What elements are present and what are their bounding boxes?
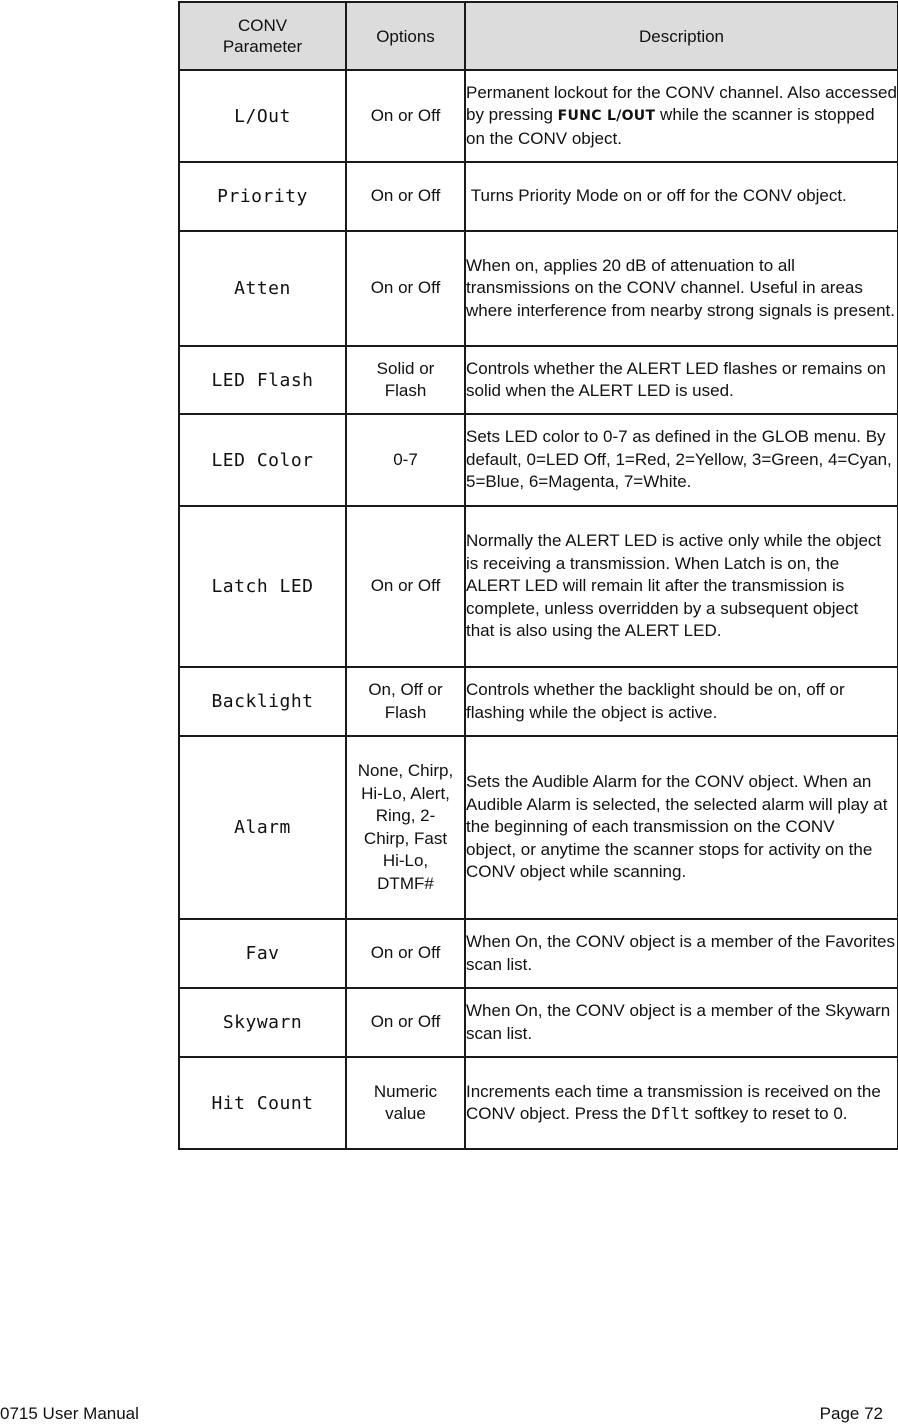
description-text: Permanent lockout for the CONV channel. Also accessed by pressing	[466, 82, 897, 125]
table-row	[179, 162, 898, 231]
param-options: Numeric value	[346, 1057, 465, 1149]
table-row	[179, 1057, 898, 1149]
param-name: Skywarn	[179, 988, 346, 1057]
header-description: Description	[465, 2, 898, 70]
param-description: Sets LED color to 0-7 as defined in the GLOB menu. By default, 0=LED Off, 1=Red, 2=Yellow, 3=Green, 4=Cyan, 5=Blue, 6=Magenta, 7=White.	[465, 414, 898, 506]
description-text: softkey to reset to 0.	[689, 1104, 848, 1123]
param-name: L/Out	[179, 70, 346, 162]
table-row	[179, 667, 898, 736]
table-row	[179, 414, 898, 506]
param-options: On or Off	[346, 988, 465, 1057]
footer-page-number: Page 72	[819, 1404, 883, 1423]
param-name: Priority	[179, 162, 346, 231]
table-row	[179, 988, 898, 1057]
param-description: When On, the CONV object is a member of the Favorites scan list.	[465, 919, 898, 988]
param-name: Alarm	[179, 736, 346, 919]
description-text: Increments each time a transmission is received on the CONV object. Press the	[466, 1081, 881, 1123]
param-description: Controls whether the backlight should be on, off or flashing while the object is active.	[465, 667, 898, 736]
param-options: On or Off	[346, 506, 465, 667]
param-options: On or Off	[346, 231, 465, 346]
param-description: Controls whether the ALERT LED flashes or remains on solid when the ALERT LED is used.	[465, 346, 898, 414]
header-conv-parameter: CONV Parameter	[179, 2, 346, 70]
param-description: Normally the ALERT LED is active only while the object is receiving a transmission. When Latch is on, the ALERT LED will remain lit after the transmission is complete, unless overridden by a subsequent object that is also using the ALERT LED.	[465, 506, 898, 667]
param-options: None, Chirp, Hi-Lo, Alert, Ring, 2-Chirp, Fast Hi-Lo, DTMF#	[346, 736, 465, 919]
footer-manual-title: 0715 User Manual	[0, 1404, 139, 1423]
param-options: On, Off or Flash	[346, 667, 465, 736]
param-name: Backlight	[179, 667, 346, 736]
param-options: 0-7	[346, 414, 465, 506]
param-name: Atten	[179, 231, 346, 346]
param-options: On or Off	[346, 162, 465, 231]
param-name: LED Color	[179, 414, 346, 506]
param-name: Fav	[179, 919, 346, 988]
table-header-row	[179, 2, 898, 70]
table-row	[179, 736, 898, 919]
func-lout-key: FUNC L/OUT	[557, 108, 656, 125]
table-row	[179, 231, 898, 346]
param-name: LED Flash	[179, 346, 346, 414]
description-text: while the scanner is stopped on the CONV object.	[466, 105, 875, 148]
param-options: On or Off	[346, 70, 465, 162]
table-row	[179, 506, 898, 667]
param-description: When On, the CONV object is a member of the Skywarn scan list.	[465, 988, 898, 1057]
param-options: On or Off	[346, 919, 465, 988]
header-options: Options	[346, 2, 465, 70]
param-options: Solid or Flash	[346, 346, 465, 414]
parameter-table	[178, 1, 898, 1150]
table-row	[179, 346, 898, 414]
param-description	[465, 1057, 898, 1149]
dflt-softkey: Dflt	[651, 1104, 690, 1123]
param-description	[465, 70, 898, 162]
param-name: Hit Count	[179, 1057, 346, 1149]
param-name: Latch LED	[179, 506, 346, 667]
table-row	[179, 919, 898, 988]
param-description: Turns Priority Mode on or off for the CONV object.	[465, 162, 898, 231]
param-description: When on, applies 20 dB of attenuation to all transmissions on the CONV channel. Useful in areas where interference from nearby strong signals is present.	[465, 231, 898, 346]
table-row	[179, 70, 898, 162]
param-description: Sets the Audible Alarm for the CONV object. When an Audible Alarm is selected, the selected alarm will play at the beginning of each transmission on the CONV object, or anytime the scanner stops for activity on the CONV object while scanning.	[465, 736, 898, 919]
